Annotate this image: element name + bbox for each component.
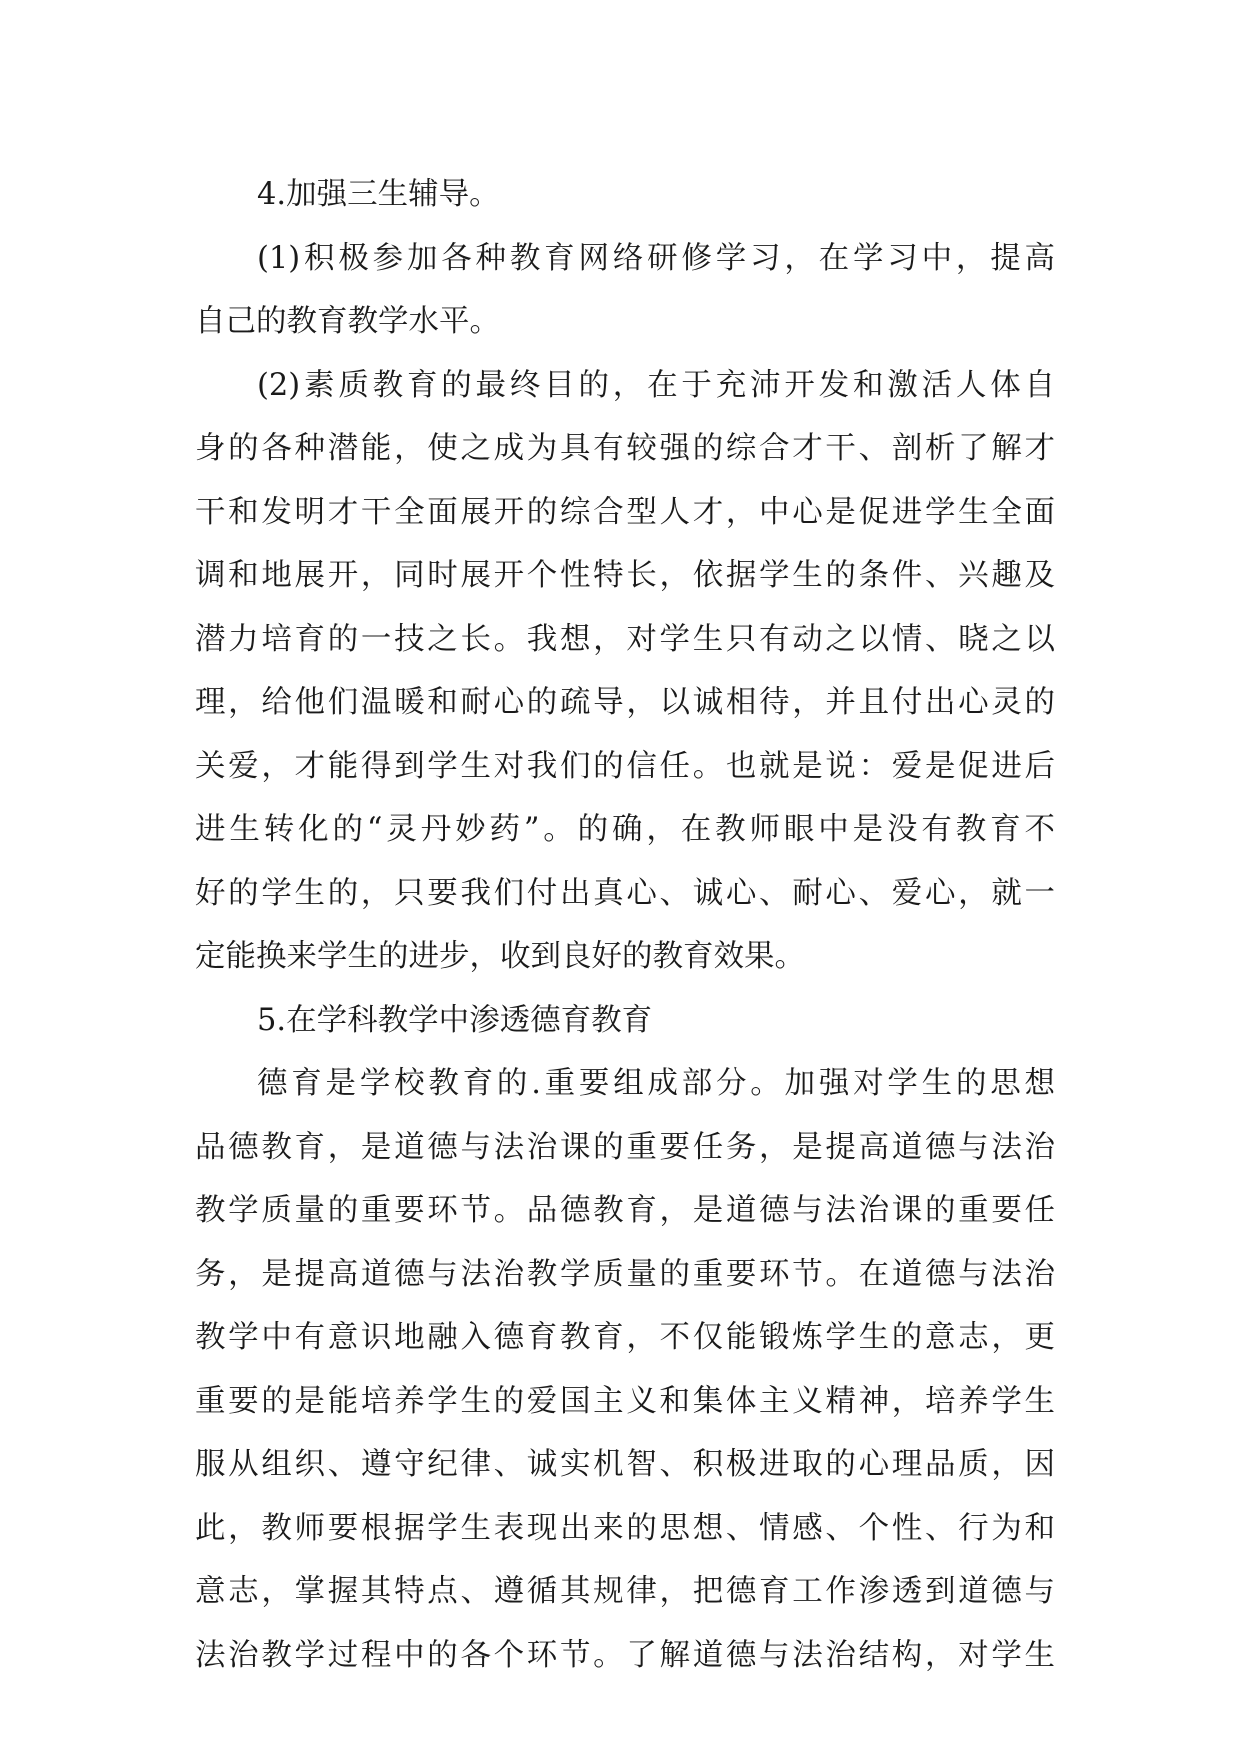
paragraph-line: 进生转化的“灵丹妙药”。的确，在教师眼中是没有教育不 [195, 812, 1055, 847]
paragraph-line: 意志，掌握其特点、遵循其规律，把德育工作渗透到道德与 [195, 1574, 1055, 1609]
paragraph-line: 教学中有意识地融入德育教育，不仅能锻炼学生的意志，更 [195, 1320, 1055, 1355]
paragraph-line: 此，教师要根据学生表现出来的思想、情感、个性、行为和 [195, 1510, 1055, 1546]
paragraph-line: 自己的教育教学水平。 [195, 304, 500, 339]
section-heading-4: 4.加强三生辅导。 [257, 177, 500, 212]
paragraph-line: 身的各种潜能，使之成为具有较强的综合才干、剖析了解才 [195, 431, 1055, 466]
paragraph-line: (1)积极参加各种教育网络研修学习，在学习中，提高 [257, 240, 1055, 276]
paragraph-line: 务，是提高道德与法治教学质量的重要环节。在道德与法治 [195, 1256, 1055, 1292]
paragraph-line: 潜力培育的一技之长。我想，对学生只有动之以情、晓之以 [195, 621, 1055, 657]
paragraph-line: 理，给他们温暖和耐心的疏导，以诚相待，并且付出心灵的 [195, 685, 1055, 720]
paragraph-line: 调和地展开，同时展开个性特长，依据学生的条件、兴趣及 [195, 558, 1055, 593]
paragraph-line: 法治教学过程中的各个环节。了解道德与法治结构，对学生 [195, 1637, 1055, 1673]
paragraph-line: 好的学生的，只要我们付出真心、诚心、耐心、爱心，就一 [195, 875, 1055, 911]
paragraph-line: 干和发明才干全面展开的综合型人才，中心是促进学生全面 [195, 494, 1055, 530]
paragraph-line: (2)素质教育的最终目的，在于充沛开发和激活人体自 [257, 367, 1055, 403]
section-heading-5: 5.在学科教学中渗透德育教育 [257, 1002, 653, 1038]
paragraph-line: 重要的是能培养学生的爱国主义和集体主义精神，培养学生 [195, 1383, 1055, 1419]
paragraph-line: 德育是学校教育的.重要组成部分。加强对学生的思想 [257, 1066, 1055, 1101]
paragraph-line: 教学质量的重要环节。品德教育，是道德与法治课的重要任 [195, 1193, 1055, 1228]
paragraph-line: 服从组织、遵守纪律、诚实机智、积极进取的心理品质，因 [195, 1447, 1055, 1482]
paragraph-line: 定能换来学生的进步，收到良好的教育效果。 [195, 939, 805, 974]
paragraph-line: 关爱，才能得到学生对我们的信任。也就是说：爱是促进后 [195, 748, 1055, 784]
paragraph-line: 品德教育，是道德与法治课的重要任务，是提高道德与法治 [195, 1129, 1055, 1165]
document-body [195, 163, 1055, 1687]
